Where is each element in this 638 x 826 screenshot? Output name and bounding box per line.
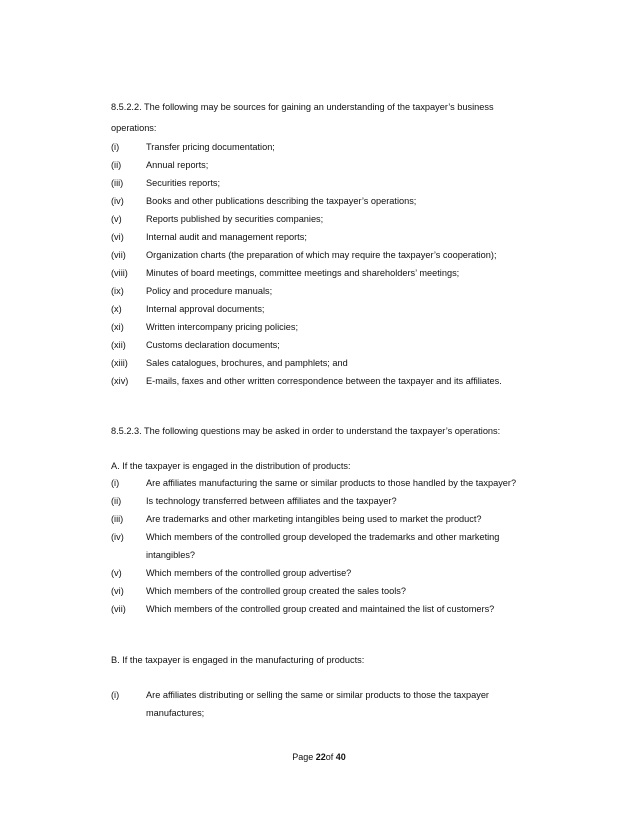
list-item — [111, 686, 541, 722]
list-item — [111, 510, 541, 528]
item-number: (ii) — [111, 496, 122, 506]
list-item — [111, 264, 541, 282]
list-item — [111, 210, 541, 228]
list-item — [111, 336, 541, 354]
item-number: (iii) — [111, 514, 124, 524]
list-item — [111, 192, 541, 210]
item-text: Books and other publications describing the taxpayer’s operations; — [146, 196, 417, 206]
list-item — [111, 228, 541, 246]
list-item — [111, 528, 541, 564]
section-8522-intro: 8.5.2.2. The following may be sources for gaining an understanding of the taxpayer’s business operations: — [111, 102, 494, 133]
item-number: (viii) — [111, 268, 128, 278]
item-text: Which members of the controlled group advertise? — [146, 568, 352, 578]
item-number: (xi) — [111, 322, 124, 332]
item-number: (x) — [111, 304, 122, 314]
item-number: (v) — [111, 214, 122, 224]
part-a-list — [111, 474, 541, 618]
item-number: (i) — [111, 142, 120, 152]
page-label: Page — [292, 752, 316, 762]
item-number: (v) — [111, 568, 122, 578]
item-number: (ix) — [111, 286, 124, 296]
item-text: Are affiliates distributing or selling the same or similar products to those the taxpayer manufactures; — [146, 690, 489, 718]
item-text: Which members of the controlled group created and maintained the list of customers? — [146, 604, 495, 614]
section-8523-intro: 8.5.2.3. The following questions may be asked in order to understand the taxpayer’s operations: — [111, 426, 501, 436]
item-number: (i) — [111, 478, 120, 488]
item-text: Reports published by securities companies; — [146, 214, 324, 224]
item-number: (ii) — [111, 160, 122, 170]
list-item — [111, 246, 541, 264]
item-number: (i) — [111, 690, 120, 700]
list-item — [111, 372, 541, 390]
part-a-heading: A. If the taxpayer is engaged in the distribution of products: — [111, 461, 351, 471]
item-text: Policy and procedure manuals; — [146, 286, 273, 296]
list-item — [111, 138, 541, 156]
list-item — [111, 174, 541, 192]
item-number: (vi) — [111, 232, 124, 242]
item-number: (xiii) — [111, 358, 128, 368]
item-number: (iii) — [111, 178, 124, 188]
list-item — [111, 318, 541, 336]
list-item — [111, 282, 541, 300]
list-item — [111, 354, 541, 372]
list-item — [111, 492, 541, 510]
item-text: Minutes of board meetings, committee meetings and shareholders’ meetings; — [146, 268, 460, 278]
item-text: Internal audit and management reports; — [146, 232, 307, 242]
item-text: Which members of the controlled group developed the trademarks and other marketing intangibles? — [146, 532, 500, 560]
item-number: (xiv) — [111, 376, 129, 386]
item-number: (iv) — [111, 532, 124, 542]
item-text: Sales catalogues, brochures, and pamphlets; and — [146, 358, 348, 368]
item-text: Customs declaration documents; — [146, 340, 280, 350]
item-number: (vii) — [111, 604, 126, 614]
item-number: (vi) — [111, 586, 124, 596]
item-text: Transfer pricing documentation; — [146, 142, 275, 152]
page-number: 22 — [315, 752, 326, 762]
of-label: of — [325, 752, 336, 762]
item-text: Are trademarks and other marketing intangibles being used to market the product? — [146, 514, 482, 524]
list-item — [111, 600, 541, 618]
item-number: (xii) — [111, 340, 126, 350]
item-text: Which members of the controlled group created the sales tools? — [146, 586, 406, 596]
item-text: Written intercompany pricing policies; — [146, 322, 298, 332]
list-item — [111, 300, 541, 318]
item-text: Internal approval documents; — [146, 304, 265, 314]
part-b-heading: B. If the taxpayer is engaged in the manufacturing of products: — [111, 655, 365, 665]
section-8522-list — [111, 138, 541, 390]
item-number: (vii) — [111, 250, 126, 260]
item-text: Organization charts (the preparation of which may require the taxpayer’s cooperation); — [146, 250, 497, 260]
item-number: (iv) — [111, 196, 124, 206]
item-text: Is technology transferred between affiliates and the taxpayer? — [146, 496, 397, 506]
list-item — [111, 474, 541, 492]
total-pages: 40 — [335, 752, 346, 762]
list-item — [111, 564, 541, 582]
item-text: Annual reports; — [146, 160, 209, 170]
list-item — [111, 156, 541, 174]
list-item — [111, 582, 541, 600]
part-b-list — [111, 686, 541, 722]
page-footer — [0, 752, 638, 762]
item-text: Securities reports; — [146, 178, 221, 188]
item-text: Are affiliates manufacturing the same or similar products to those handled by the taxpayer? — [146, 478, 517, 488]
item-text: E-mails, faxes and other written correspondence between the taxpayer and its affiliates. — [146, 376, 502, 386]
